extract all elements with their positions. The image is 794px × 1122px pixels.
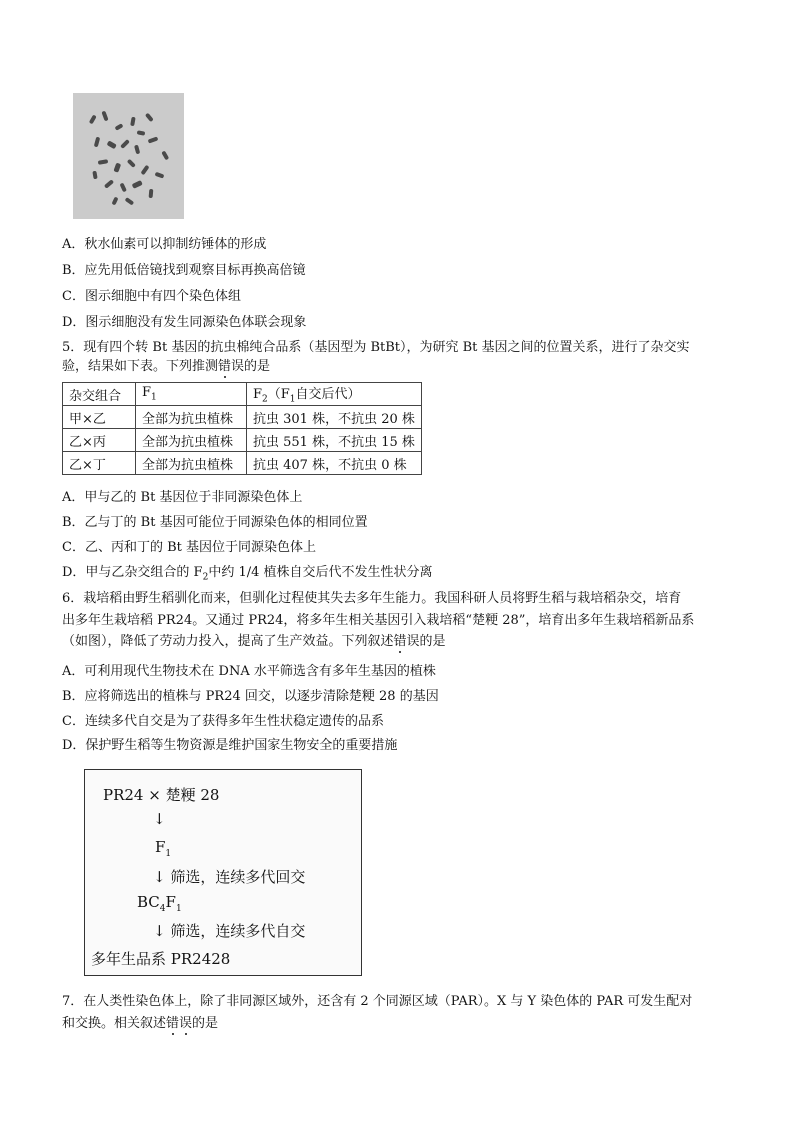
diagram-bc-f: F xyxy=(165,893,176,911)
chromosome-micrograph xyxy=(73,93,184,219)
q4-option-b: B．应先用低倍镜找到观察目标再换高倍镜 xyxy=(62,263,306,278)
breeding-flow-diagram xyxy=(84,769,362,976)
header-f2-label: F xyxy=(253,387,263,403)
header-f1-label: F xyxy=(142,385,152,401)
q5-option-d-rest: 中约 1/4 植株自交后代不发生性状分离 xyxy=(208,565,433,580)
table-row xyxy=(63,452,422,475)
q6-stem-end: 的是 xyxy=(419,634,446,649)
header-f2 xyxy=(247,383,422,406)
q4-option-a: A．秋水仙素可以抑制纺锤体的形成 xyxy=(62,237,267,252)
header-f1-sub: 1 xyxy=(151,392,157,403)
q5-stem-line2 xyxy=(62,358,270,376)
diagram-f1 xyxy=(155,838,171,859)
diagram-cross: PR24 × 楚粳 28 xyxy=(103,786,220,804)
q5-option-d xyxy=(62,564,433,587)
diagram-bc-sub: 4 xyxy=(159,904,166,914)
table-cell: 乙×丁 xyxy=(63,452,136,475)
q7-stem-line1: 7．在人类性染色体上，除了非同源区域外，还含有 2 个同源区域（PAR）。X 与 Y 染色体的 PAR 可发生配对 xyxy=(62,994,693,1009)
table-cell: 抗虫 301 株，不抗虫 20 株 xyxy=(247,406,422,429)
header-f2-paren: （F xyxy=(267,387,290,403)
header-cross: 杂交组合 xyxy=(63,383,136,406)
diagram-bc-label: BC xyxy=(137,893,160,911)
q7-stem-line2 xyxy=(62,1015,218,1033)
q5-option-a: A．甲与乙的 Bt 基因位于非同源染色体上 xyxy=(62,490,303,505)
q7-emphasis-2: 误 xyxy=(179,1016,193,1031)
table-cell: 全部为抗虫植株 xyxy=(136,452,247,475)
chromosome-image xyxy=(73,93,184,219)
cross-results-table xyxy=(62,382,422,475)
table-cell: 抗虫 551 株，不抗虫 15 株 xyxy=(247,429,422,452)
diagram-result: 多年生品系 PR2428 xyxy=(91,950,231,968)
q6-stem-line2: 出多年生栽培稻 PR24。又通过 PR24，将多年生相关基因引入栽培稻“楚粳 28”，培育出多年生栽培稻新品系 xyxy=(62,613,695,628)
q6-stem-text: （如图），降低了劳动力投入，提高了生产效益。下列叙述 xyxy=(62,634,394,649)
diagram-step-selfcross: ↓ 筛选，连续多代自交 xyxy=(153,922,306,940)
q5-option-d-sub: 2 xyxy=(202,572,209,583)
q5-stem-line1: 5．现有四个转 Bt 基因的抗虫棉纯合品系（基因型为 BtBt），为研究 Bt 基因之间的位置关系，进行了杂交实 xyxy=(62,340,690,355)
q6-stem-line3 xyxy=(62,633,446,651)
header-f2-paren-sub: 1 xyxy=(289,394,296,405)
q5-emphasis-2: 误 xyxy=(231,359,245,374)
diagram-f1-sub: 1 xyxy=(165,849,172,859)
diagram-bc4f1 xyxy=(137,893,182,914)
q5-option-d-text: D．甲与乙杂交组合的 F xyxy=(62,565,203,580)
q5-emphasis-1: 错 xyxy=(218,359,232,374)
diagram-bc-f-sub: 1 xyxy=(175,904,182,914)
table-header-row xyxy=(63,383,422,406)
q6-option-b: B．应将筛选出的植株与 PR24 回交，以逐步清除楚粳 28 的基因 xyxy=(62,689,439,704)
q6-emphasis-1: 错 xyxy=(393,634,407,649)
table-cell: 全部为抗虫植株 xyxy=(136,429,247,452)
table-cell: 全部为抗虫植株 xyxy=(136,406,247,429)
header-f1 xyxy=(136,383,247,406)
q4-option-c: C．图示细胞中有四个染色体组 xyxy=(62,289,241,304)
table-cell: 甲×乙 xyxy=(63,406,136,429)
diagram-step-backcross: ↓ 筛选，连续多代回交 xyxy=(153,868,306,886)
header-f2-rest: 自交后代） xyxy=(295,387,361,403)
q6-stem-line1: 6．栽培稻由野生稻驯化而来，但驯化过程使其失去多年生能力。我国科研人员将野生稻与栽培稻杂交，培育 xyxy=(62,591,682,606)
q7-stem-text: 和交换。相关叙述 xyxy=(62,1016,167,1031)
q7-stem-end: 的是 xyxy=(192,1016,219,1031)
q4-option-d: D．图示细胞没有发生同源染色体联会现象 xyxy=(62,315,307,330)
q5-option-b: B．乙与丁的 Bt 基因可能位于同源染色体的相同位置 xyxy=(62,515,368,530)
q5-option-c: C．乙、丙和丁的 Bt 基因位于同源染色体上 xyxy=(62,540,316,555)
header-f2-sub: 2 xyxy=(262,394,268,405)
table-cell: 乙×丙 xyxy=(63,429,136,452)
table-row xyxy=(63,429,422,452)
q6-option-a: A．可利用现代生物技术在 DNA 水平筛选含有多年生基因的植株 xyxy=(62,664,436,679)
q5-stem-end: 的是 xyxy=(244,359,271,374)
q6-option-d: D．保护野生稻等生物资源是维护国家生物安全的重要措施 xyxy=(62,738,398,753)
q5-stem-text: 验，结果如下表。下列推测 xyxy=(62,359,219,374)
table-row xyxy=(63,406,422,429)
q6-option-c: C．连续多代自交是为了获得多年生性状稳定遗传的品系 xyxy=(62,714,384,729)
diagram-f1-label: F xyxy=(155,838,166,856)
q7-emphasis-1: 错 xyxy=(166,1016,180,1031)
q6-emphasis-2: 误 xyxy=(406,634,420,649)
diagram-arrow-down-icon: ↓ xyxy=(153,810,166,828)
table-cell: 抗虫 407 株，不抗虫 0 株 xyxy=(247,452,422,475)
